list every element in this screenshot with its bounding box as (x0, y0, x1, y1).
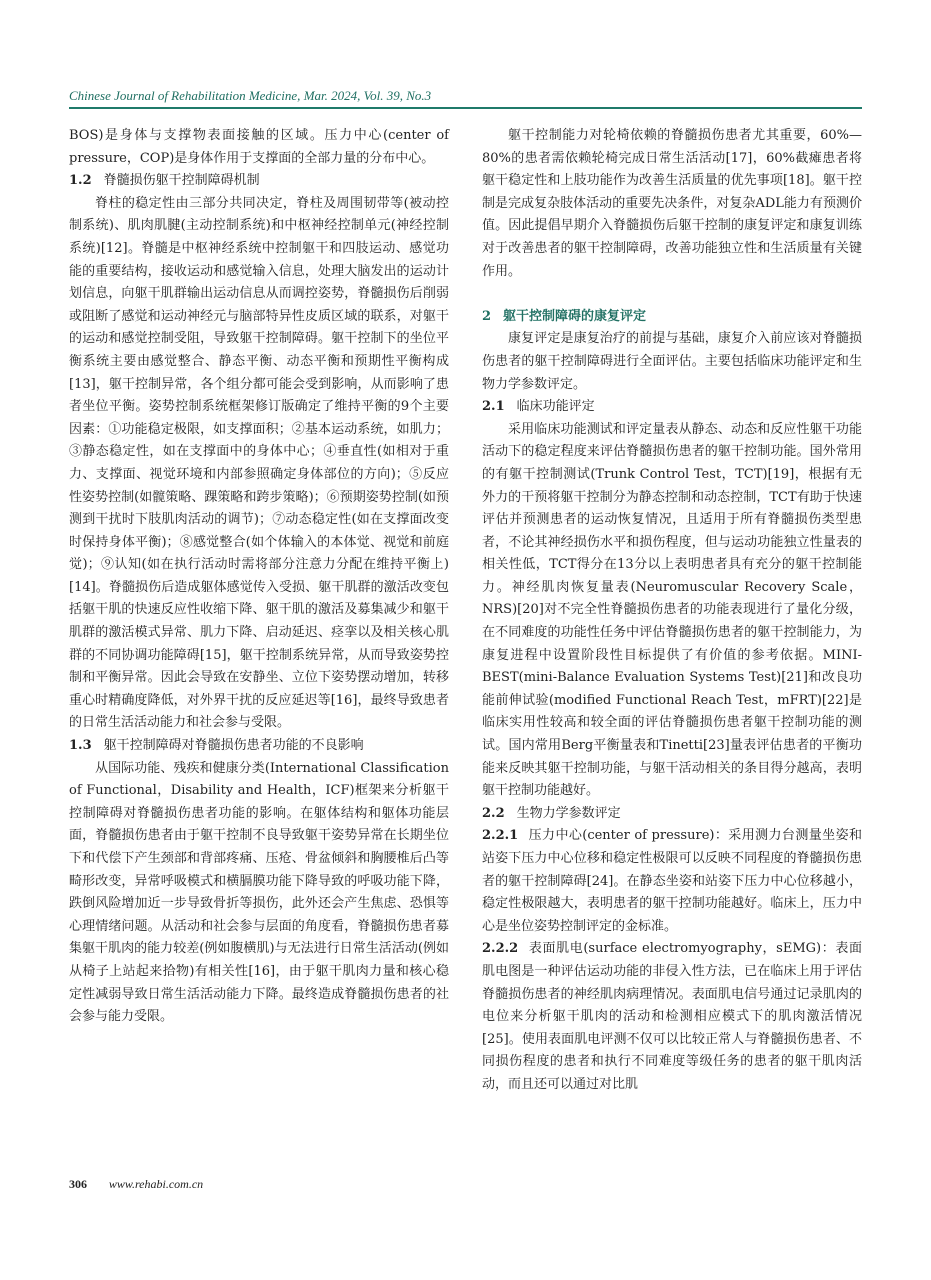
paragraph: BOS)是身体与支撑物表面接触的区域。压力中心(center of pressure，COP)是身体作用于支撑面的全部力量的分布中心。 (69, 128, 449, 166)
section-title: 躯干控制障碍的康复评定 (503, 308, 647, 324)
section-title: 脊髓损伤躯干控制障碍机制 (103, 173, 260, 189)
section-heading-2 (482, 306, 862, 329)
section-heading-2-1 (482, 396, 862, 419)
paragraph: 脊柱的稳定性由三部分共同决定，脊柱及周围韧带等(被动控制系统)、肌肉肌腱(主动控制系统)和中枢神经控制单元(神经控制系统)[12]。脊髓是中枢神经系统中控制躯干和四肢运动、感觉功能的重要结构，接收运动和感觉输入信息，处理大脑发出的运动计划信息，向躯干肌群输出运动信息从而调控姿势，脊髓损伤后削弱或阻断了感觉和运动神经元与脑部特异性皮质区域的联系，对躯干的运动和感觉控制受阻，导致躯干控制障碍。躯干控制下的坐位平衡系统主要由感觉整合、静态平衡、动态平衡和预期性平衡构成[13]，躯干控制异常，各个组分都可能会受到影响，从而影响了患者坐位平衡。姿势控制系统框架修订版确定了维持平衡的9个主要因素：①功能稳定极限，如支撑面积；②基本运动系统，如肌力；③静态稳定性，如在支撑面中的身体中心；④垂直性(如相对于重力、支撑面、视觉环境和内部参照确定身体部位的方向)；⑤反应性姿势控制(如髋策略、踝策略和跨步策略)；⑥预期姿势控制(如预测到干扰时下肢肌肉活动的调节)；⑦动态稳定性(如在支撑面改变时保持身体平衡)；⑧感觉整合(如个体输入的本体觉、视觉和前庭觉)；⑨认知(如在执行活动时需将部分注意力分配在维持平衡上)[14]。脊髓损伤后造成躯体感觉传入受损、躯干肌群的激活改变包括躯干肌的快速反应性收缩下降、躯干肌的激活及募集减少和躯干肌群的激活模式异常、肌力下降、启动延迟、痉挛以及相关核心肌群的不同协调功能障碍[15]，躯干控制系统异常，从而导致姿势控制和平衡异常。因此会导致在安静坐、立位下姿势摆动增加，转移重心时精确度降低，对外界干扰的反应延迟等[16]，最终导致患者的日常生活活动能力和社会参与受限。 (69, 195, 449, 731)
paragraph: 压力中心(center of pressure)：采用测力台测量坐姿和站姿下压力中心位移和稳定性极限可以反映不同程度的脊髓损伤患者的躯干控制障碍[24]。在静态坐姿和站姿下压力中心位移越小，稳定性极限越大，表明患者的躯干控制功能越好。临床上，压力中心是坐位姿势控制评定的金标准。 (482, 828, 862, 934)
section-title: 临床功能评定 (516, 399, 595, 415)
running-header (69, 88, 862, 104)
section-number: 1.3 (69, 738, 92, 754)
journal-name: Chinese Journal of Rehabilitation Medicine, (69, 88, 301, 103)
header-rule (69, 107, 862, 109)
subsection-2-2-2 (482, 938, 862, 1096)
section-heading-1-3 (69, 735, 449, 758)
right-column (482, 125, 862, 1097)
section-number: 2 (482, 308, 492, 324)
paragraph: 康复评定是康复治疗的前提与基础，康复介入前应该对脊髓损伤患者的躯干控制障碍进行全面评估。主要包括临床功能评定和生物力学参数评定。 (482, 331, 862, 392)
subsection-number: 2.2.1 (482, 828, 519, 844)
section-heading-1-2 (69, 170, 449, 193)
paragraph: 表面肌电(surface electromyography，sEMG)：表面肌电图是一种评估运动功能的非侵入性方法，已在临床上用于评估脊髓损伤患者的神经肌肉病理情况。表面肌电信号通过记录肌肉的电位来分析躯干肌肉的活动和检测相应模式下的肌肉激活情况[25]。使用表面肌电评测不仅可以比较正常人与脊髓损伤患者、不同损伤程度的患者和执行不同难度等级任务的患者的躯干肌肉活动，而且还可以通过对比肌 (482, 941, 862, 1092)
paragraph: 采用临床功能测试和评定量表从静态、动态和反应性躯干功能活动下的稳定程度来评估脊髓损伤患者的躯干控制功能。国外常用的有躯干控制测试(Trunk Control Test，TCT)[19]，根据有无外力的干预将躯干控制分为静态控制和动态控制，TCT有助于快速评估并预测患者的运动恢复情况，且适用于所有脊髓损伤类型患者，不论其神经损伤水平和损伤程度，但与运动功能独立性量表的相关性低，TCT得分在13分以上表明患者具有充分的躯干控制能力。神经肌肉恢复量表(Neuromuscular Recovery Scale，NRS)[20]对不完全性脊髓损伤患者的功能表现进行了量化分级，在不同难度的功能性任务中评估脊髓损伤患者的躯干控制能力，为康复进程中设置阶段性目标提供了有价值的参考依据。MINI-BEST(mini-Balance Evaluation Systems Test)[21]和改良功能前伸试验(modified Functional Reach Test，mFRT)[22]是临床实用性较高和较全面的评估脊髓损伤患者躯干控制功能的测试。国内常用Berg平衡量表和Tinetti[23]量表评估患者的平衡功能来反映其躯干控制功能，与躯干活动相关的条目得分越高，表明躯干控制功能越好。 (482, 421, 862, 799)
journal-issue: Mar. 2024, Vol. 39, No.3 (303, 88, 432, 103)
page-footer (69, 1177, 203, 1192)
paragraph: 躯干控制能力对轮椅依赖的脊髓损伤患者尤其重要，60%—80%的患者需依赖轮椅完成日常生活活动[17]，60%截瘫患者将躯干稳定性和上肢功能作为改善生活质量的优先事项[18]。躯干控制是完成复杂肢体活动的重要先决条件，对复杂ADL能力有预测价值。因此提倡早期介入脊髓损伤后躯干控制的康复评定和康复训练对于改善患者的躯干控制障碍，改善功能独立性和生活质量有关键作用。 (482, 128, 862, 279)
section-heading-2-2 (482, 803, 862, 826)
website-link[interactable]: www.rehabi.com.cn (108, 1177, 204, 1191)
section-number: 2.1 (482, 399, 505, 415)
section-number: 1.2 (69, 173, 92, 189)
section-title: 生物力学参数评定 (516, 805, 621, 821)
left-column (69, 125, 449, 1029)
section-title: 躯干控制障碍对脊髓损伤患者功能的不良影响 (103, 738, 364, 754)
subsection-number: 2.2.2 (482, 941, 519, 957)
section-number: 2.2 (482, 805, 505, 821)
paragraph: 从国际功能、残疾和健康分类(International Classification of Functional，Disability and Health，ICF)框架来分析躯干控制障碍对脊髓损伤患者功能的影响。在躯体结构和躯体功能层面，脊髓损伤患者由于躯干控制不良导致躯干姿势异常在长期坐位下和代偿下产生颈部和背部疼痛、压疮、骨盆倾斜和胸腰椎后凸等畸形改变，异常呼吸模式和横膈膜功能下降导致的呼吸功能下降，跌倒风险增加近一步导致骨折等损伤，此外还会产生焦虑、恐惧等心理情绪问题。从活动和社会参与层面的角度看，脊髓损伤患者募集躯干肌肉的能力较差(例如腹横肌)与无法进行日常生活活动(例如从椅子上站起来拾物)有相关性[16]，由于躯干肌肉力量和核心稳定性减弱导致日常生活活动能力下降。最终造成脊髓损伤患者的社会参与能力受限。 (69, 760, 449, 1025)
subsection-2-2-1 (482, 825, 862, 938)
spacer (482, 283, 862, 306)
page-number: 306 (69, 1177, 87, 1191)
